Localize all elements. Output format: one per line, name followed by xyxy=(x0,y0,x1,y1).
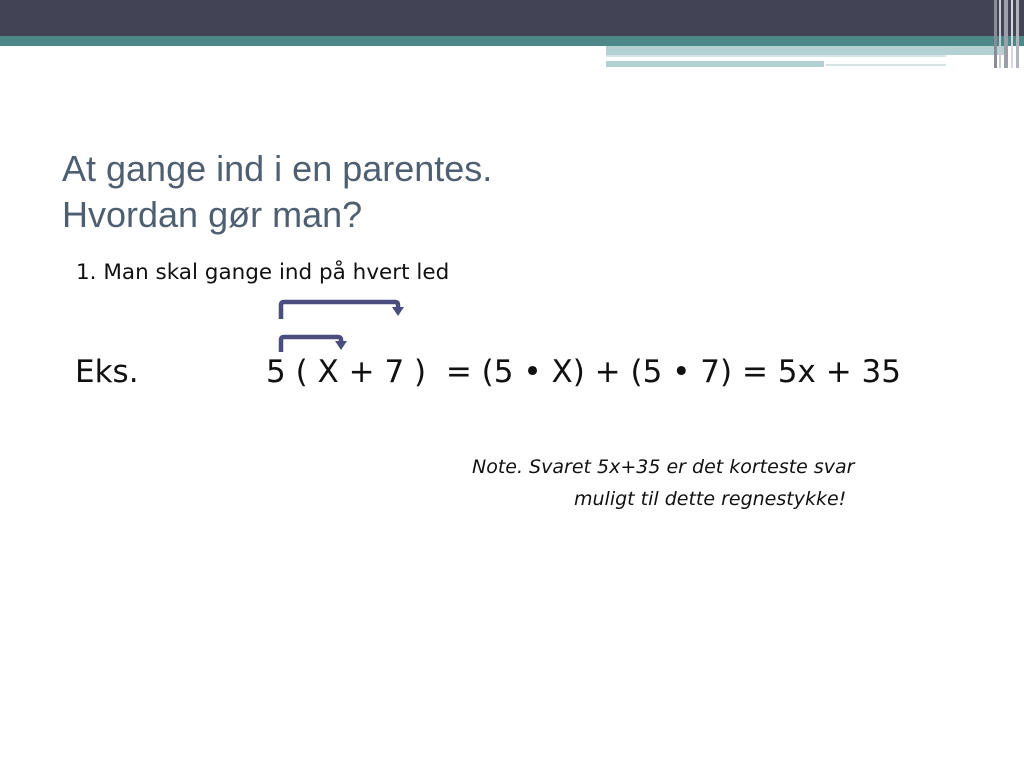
distribute-arrow-icon xyxy=(281,337,347,352)
note-line: Note. Svaret 5x+35 er det korteste svar xyxy=(472,456,855,478)
slide-title-line: At gange ind i en parentes. xyxy=(62,148,493,189)
example-expression: 5 ( X + 7 ) = (5 • X) + (5 • 7) = 5x + 35 xyxy=(266,354,901,390)
slide-title-line: Hvordan gør man? xyxy=(62,194,363,235)
example-label: Eks. xyxy=(75,354,139,390)
rule-text: 1. Man skal gange ind på hvert led xyxy=(76,260,450,285)
distribute-arrow-icon xyxy=(281,302,404,319)
note-line: muligt til dette regnestykke! xyxy=(574,488,847,510)
